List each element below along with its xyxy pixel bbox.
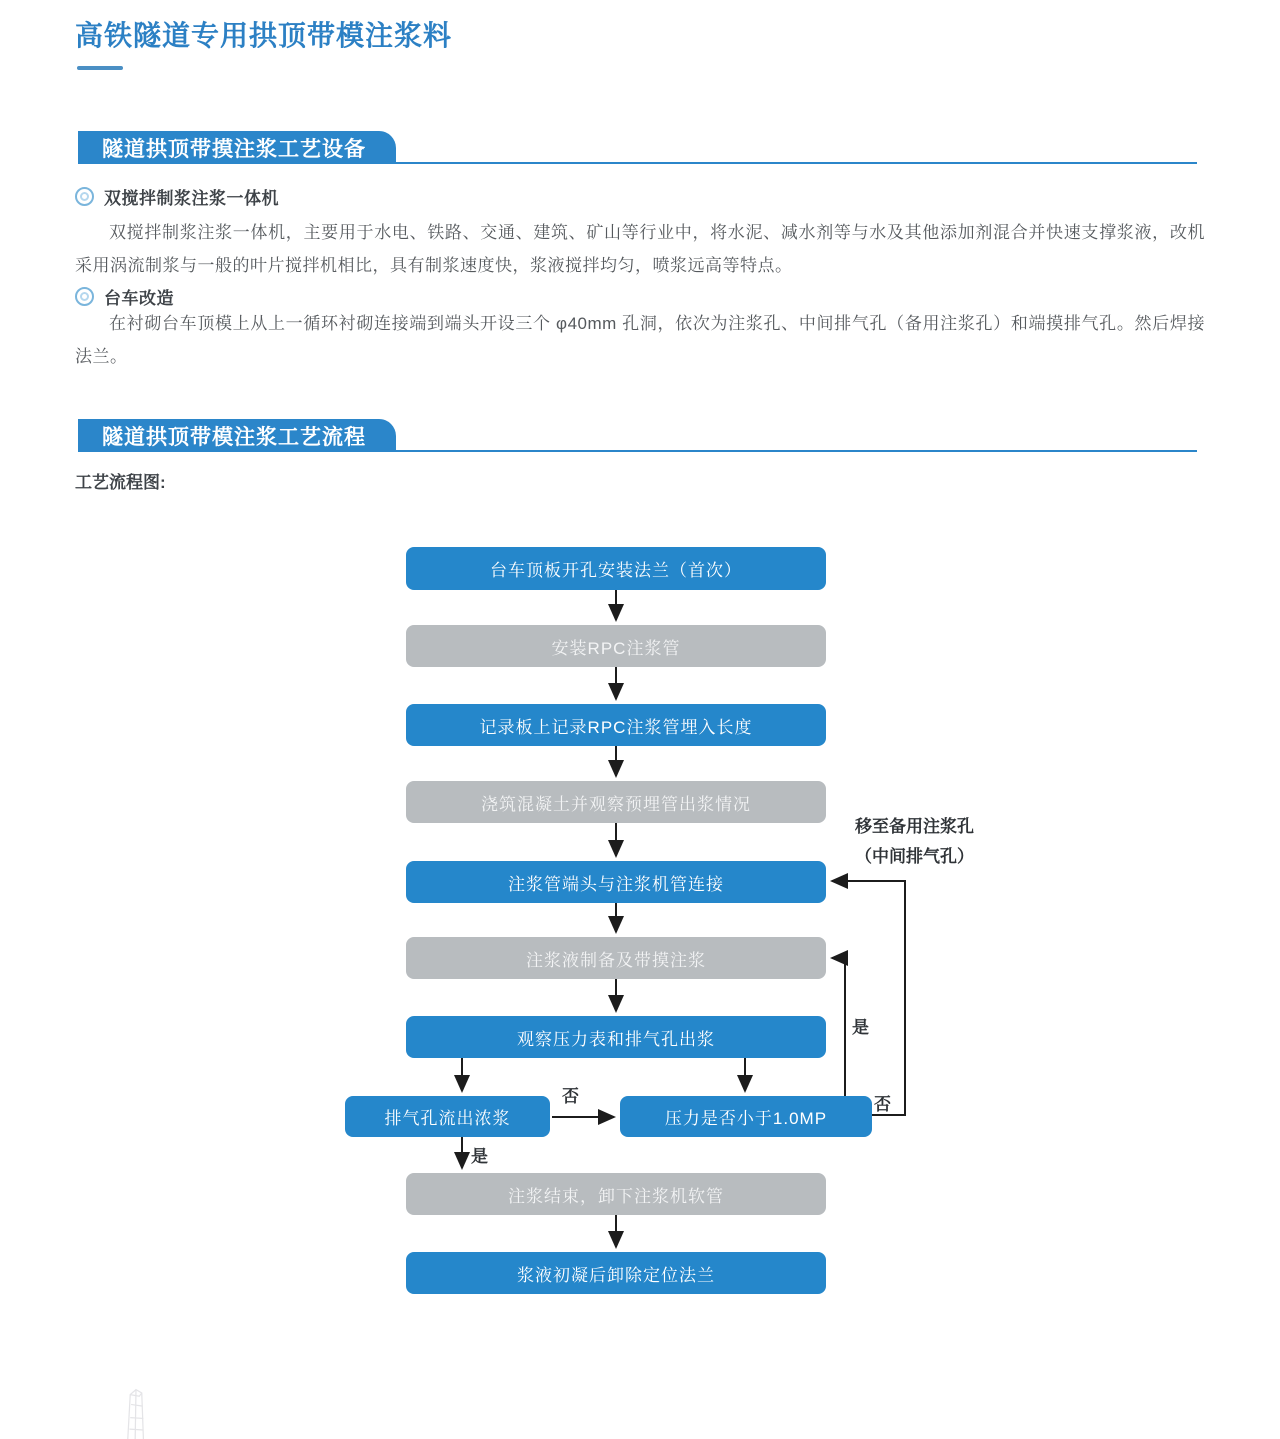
- bullet-item-mixer: [75, 184, 279, 209]
- title-underline: [77, 66, 123, 70]
- flow-step-connect-machine: 注浆管端头与注浆机管连接: [406, 861, 826, 903]
- flow-step-prepare-grout: 注浆液制备及带摸注浆: [406, 937, 826, 979]
- flowchart: [0, 500, 1280, 1439]
- paragraph-trolley: 在衬砌台车顶模上从上一循环衬砌连接端到端头开设三个 φ40mm 孔洞，依次为注浆孔、中间排气孔（备用注浆孔）和端摸排气孔。然后焊接法兰。: [75, 314, 1205, 366]
- flow-step-observe-pressure: 观察压力表和排气孔出浆: [406, 1016, 826, 1058]
- flow-annotation-line2: （中间排气孔）: [855, 847, 974, 866]
- flow-step-pour-concrete: 浇筑混凝土并观察预埋管出浆情况: [406, 781, 826, 823]
- ring-bullet-icon: [75, 287, 94, 306]
- watermark-building-sketch: [112, 1388, 160, 1439]
- bullet-item-trolley: [75, 284, 174, 309]
- bullet-heading: 双搅拌制浆注浆一体机: [104, 189, 279, 208]
- bullet-heading: 台车改造: [104, 289, 174, 308]
- flow-step-finish-grouting: 注浆结束，卸下注浆机软管: [406, 1173, 826, 1215]
- flow-decision-vent-slurry: 排气孔流出浓浆: [345, 1096, 550, 1137]
- flow-step-remove-flange: 浆液初凝后卸除定位法兰: [406, 1252, 826, 1294]
- branch-label-no-feedback: 否: [874, 1095, 891, 1114]
- page-title: 高铁隧道专用拱顶带模注浆料: [75, 20, 453, 51]
- flow-step-install-rpc-pipe: 安装RPC注浆管: [406, 625, 826, 667]
- branch-label-yes-feedback: 是: [852, 1018, 869, 1037]
- flow-step-open-hole-flange: 台车顶板开孔安装法兰（首次）: [406, 547, 826, 590]
- branch-label-no: 否: [562, 1087, 579, 1106]
- ring-bullet-icon: [75, 187, 94, 206]
- flow-decision-pressure-limit: 压力是否小于1.0MP: [620, 1096, 872, 1137]
- equipment-banner: 隧道拱顶带摸注浆工艺设备: [78, 131, 396, 164]
- flow-annotation: [832, 812, 997, 872]
- paragraph-mixer: 双搅拌制浆注浆一体机，主要用于水电、铁路、交通、建筑、矿山等行业中，将水泥、减水剂等与水及其他添加剂混合并快速支撑浆液，改机采用涡流制浆与一般的叶片搅拌机相比，具有制浆速度快，浆液搅拌均匀，喷浆远高等特点。: [75, 223, 1205, 275]
- figure-label: 工艺流程图:: [75, 473, 166, 492]
- flow-annotation-line1: 移至备用注浆孔: [855, 817, 974, 836]
- flow-step-record-length: 记录板上记录RPC注浆管埋入长度: [406, 704, 826, 746]
- process-banner: 隧道拱顶带模注浆工艺流程: [78, 419, 396, 452]
- branch-label-yes: 是: [471, 1147, 488, 1166]
